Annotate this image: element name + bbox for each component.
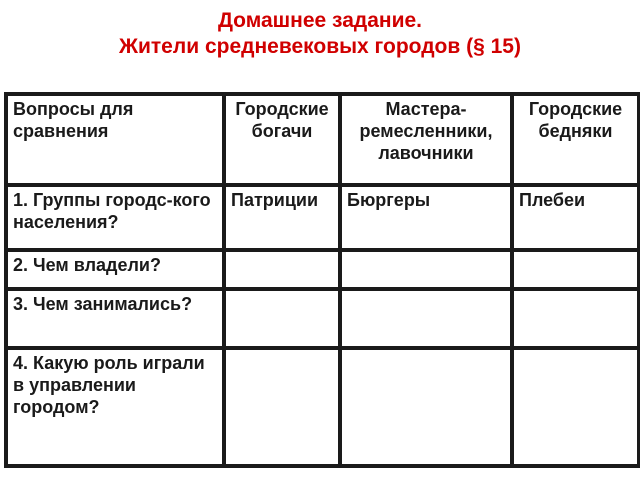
table-row (6, 348, 639, 466)
table-cell (224, 289, 340, 347)
header-rich: Городские богачи (224, 94, 340, 185)
page-title (0, 8, 640, 60)
row-question: 2. Чем владели? (6, 250, 224, 289)
table-cell (340, 289, 512, 347)
title-line-2: Жители средневековых городов (§ 15) (119, 35, 521, 58)
header-artisans: Мастера-ремесленники, лавочники (340, 94, 512, 185)
table-row (6, 185, 639, 249)
table-cell: Бюргеры (340, 185, 512, 249)
table-cell: Плебеи (512, 185, 639, 249)
table-cell (512, 250, 639, 289)
title-line-1: Домашнее задание. (217, 9, 423, 32)
header-questions: Вопросы для сравнения (6, 94, 224, 185)
table-cell (512, 348, 639, 466)
row-question: 3. Чем занимались? (6, 289, 224, 347)
header-poor: Городские бедняки (512, 94, 639, 185)
table-cell (224, 250, 340, 289)
table-cell (340, 348, 512, 466)
comparison-table (4, 92, 640, 468)
table-row (6, 250, 639, 289)
table-cell: Патриции (224, 185, 340, 249)
table-header-row (6, 94, 639, 185)
row-question: 1. Группы городс-кого населения? (6, 185, 224, 249)
table-row (6, 289, 639, 347)
table-cell (224, 348, 340, 466)
row-question: 4. Какую роль играли в управлении городом? (6, 348, 224, 466)
table-cell (340, 250, 512, 289)
table-cell (512, 289, 639, 347)
